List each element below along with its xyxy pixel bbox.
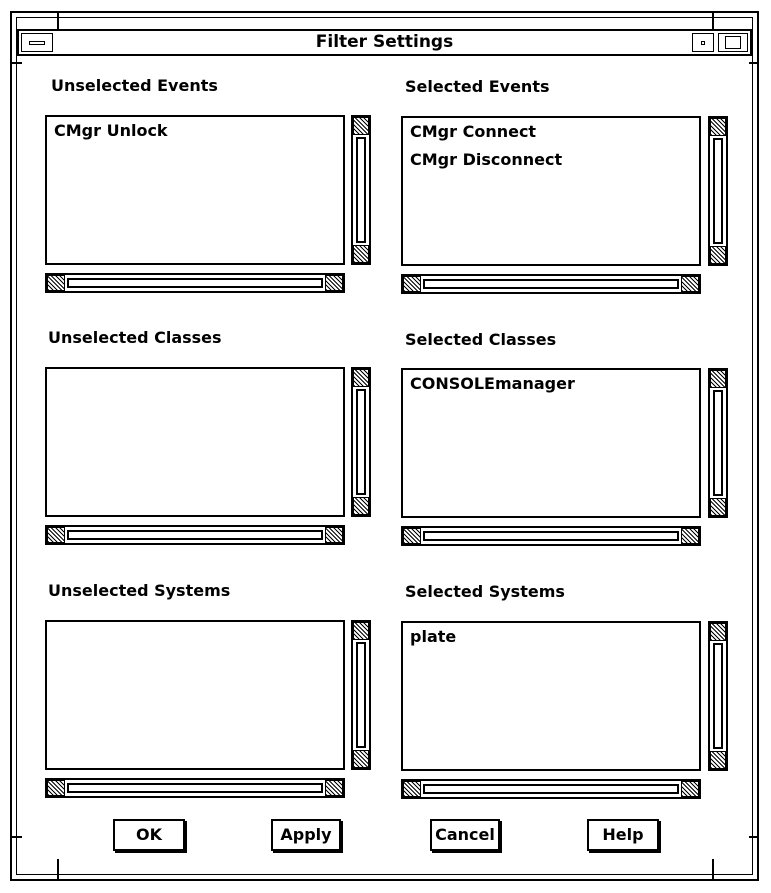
scroll-left-arrow-icon[interactable] [403,781,421,797]
scroll-right-arrow-icon[interactable] [325,275,343,291]
resize-notch[interactable] [10,62,22,64]
scroll-thumb[interactable] [356,137,366,243]
unselected-events-hscroll[interactable] [45,273,345,293]
scroll-thumb[interactable] [423,784,679,794]
list-item[interactable]: plate [410,627,457,646]
selected-systems-list[interactable] [401,621,701,771]
scroll-up-arrow-icon[interactable] [353,369,369,387]
scroll-right-arrow-icon[interactable] [681,276,699,292]
scroll-down-arrow-icon[interactable] [353,245,369,263]
scroll-up-arrow-icon[interactable] [710,118,726,136]
scroll-thumb[interactable] [713,643,723,749]
scroll-thumb[interactable] [423,279,679,289]
resize-notch[interactable] [749,62,759,64]
scroll-thumb[interactable] [713,390,723,496]
selected-classes-vscroll[interactable] [708,368,728,518]
window-title: Filter Settings [315,32,454,52]
selected-classes-label: Selected Classes [405,330,557,349]
selected-systems-label: Selected Systems [405,582,565,601]
selected-events-vscroll[interactable] [708,116,728,266]
unselected-events-list[interactable] [45,115,345,265]
selected-classes-list[interactable] [401,368,701,518]
selected-events-hscroll[interactable] [401,274,701,294]
maximize-icon [725,36,741,49]
maximize-button[interactable] [718,33,748,52]
selected-classes-hscroll[interactable] [401,526,701,546]
scroll-thumb[interactable] [356,642,366,748]
scroll-left-arrow-icon[interactable] [47,527,65,543]
scroll-thumb[interactable] [67,278,323,288]
apply-button[interactable]: Apply [271,819,341,851]
resize-notch[interactable] [57,859,59,881]
unselected-events-vscroll[interactable] [351,115,371,265]
scroll-left-arrow-icon[interactable] [403,528,421,544]
scroll-left-arrow-icon[interactable] [47,780,65,796]
selected-events-label: Selected Events [405,77,550,96]
unselected-systems-label: Unselected Systems [48,581,231,600]
scroll-left-arrow-icon[interactable] [403,276,421,292]
scroll-left-arrow-icon[interactable] [47,275,65,291]
resize-notch[interactable] [749,836,759,838]
list-item[interactable]: CMgr Unlock [54,121,168,140]
cancel-button[interactable]: Cancel [430,819,500,851]
scroll-down-arrow-icon[interactable] [353,750,369,768]
scroll-thumb[interactable] [67,783,323,793]
scroll-up-arrow-icon[interactable] [710,623,726,641]
scroll-up-arrow-icon[interactable] [353,622,369,640]
scroll-up-arrow-icon[interactable] [353,117,369,135]
unselected-classes-hscroll[interactable] [45,525,345,545]
scroll-right-arrow-icon[interactable] [681,781,699,797]
unselected-systems-list[interactable] [45,620,345,770]
scroll-thumb[interactable] [67,530,323,540]
unselected-systems-vscroll[interactable] [351,620,371,770]
unselected-classes-label: Unselected Classes [48,328,222,347]
scroll-right-arrow-icon[interactable] [681,528,699,544]
scroll-thumb[interactable] [423,531,679,541]
list-item[interactable]: CONSOLEmanager [410,374,575,393]
unselected-systems-hscroll[interactable] [45,778,345,798]
list-item[interactable]: CMgr Connect [410,122,537,141]
list-item[interactable]: CMgr Disconnect [410,150,563,169]
scroll-down-arrow-icon[interactable] [710,246,726,264]
resize-notch[interactable] [10,836,22,838]
selected-systems-hscroll[interactable] [401,779,701,799]
scroll-thumb[interactable] [713,138,723,244]
scroll-right-arrow-icon[interactable] [325,527,343,543]
scroll-down-arrow-icon[interactable] [710,498,726,516]
scroll-down-arrow-icon[interactable] [353,497,369,515]
scroll-down-arrow-icon[interactable] [710,751,726,769]
minimize-button[interactable] [692,33,714,52]
scroll-thumb[interactable] [356,389,366,495]
resize-notch[interactable] [712,859,714,881]
selected-events-list[interactable] [401,116,701,266]
unselected-classes-list[interactable] [45,367,345,517]
ok-button[interactable]: OK [113,819,185,851]
selected-systems-vscroll[interactable] [708,621,728,771]
unselected-classes-vscroll[interactable] [351,367,371,517]
title-bar[interactable] [17,29,752,56]
minimize-icon [701,41,705,45]
unselected-events-label: Unselected Events [51,76,218,95]
help-button[interactable]: Help [587,819,659,851]
scroll-up-arrow-icon[interactable] [710,370,726,388]
scroll-right-arrow-icon[interactable] [325,780,343,796]
